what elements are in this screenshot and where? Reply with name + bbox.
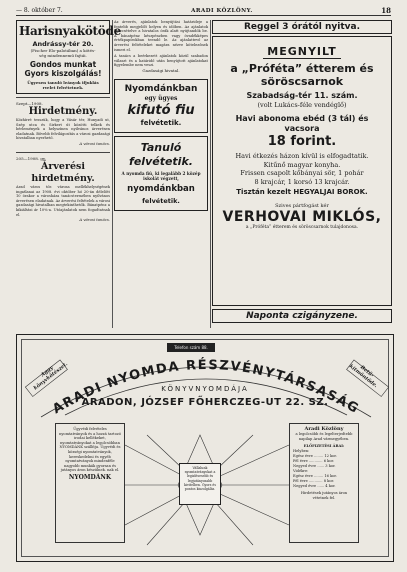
notice1-signature: A városi tanács. [79, 140, 110, 146]
open-hours-banner: Reggel 3 órától nyitva. [212, 20, 392, 34]
center-notice-text: Vállalunk nyomtatványokat a legizlésesebb és legjutányosabb kivitelben. Gyors és pontos kiszolgálás. [184, 466, 216, 492]
gypsy-music-banner: Naponta czigányzene. [212, 309, 392, 323]
price-line: Fél évre ............ 6 kor. [293, 459, 334, 463]
hosiery-title: Harisnyakötöde [19, 24, 121, 38]
notice2-number: 205—1908. gy. [16, 155, 46, 161]
hosiery-note2: rvelet felvétetnek. [42, 85, 84, 90]
restaurant-patron: Szives pártfogást kér [275, 203, 329, 209]
restaurant-monthly: Havi abonoma ebéd (3 tál) és vacsora [235, 114, 369, 133]
apprentice-ad [114, 136, 208, 211]
apprentice-ad-mid: nyomdánkban [127, 183, 195, 194]
restaurant-price: 18 forint. [267, 134, 337, 149]
price-line: Fél évre ............ 8 kor. [293, 479, 334, 483]
telephone-stamp: Telefon szám 88. [167, 343, 215, 352]
prices-title: ELŐFIZETÉSI ÁRAI: [303, 444, 345, 448]
price-line: Egész évre ........ 12 kor. [293, 454, 337, 458]
printing-subtitle: KÖNYVNYOMDÁJA [161, 385, 249, 393]
hosiery-note: Ügyesen tanuló leányok ifjuklás [27, 80, 99, 85]
subscription-box [289, 423, 359, 543]
notice1-title: Hirdetmény. [28, 106, 98, 117]
divider [16, 152, 110, 153]
column-2 [114, 20, 208, 330]
services-box [55, 423, 125, 543]
price-line: Negyed évre ...... 3 kor. [293, 464, 336, 468]
column-divider [112, 20, 113, 328]
restaurant-former: (volt Lukács-féle vendéglő) [257, 101, 347, 109]
newspaper-title: Aradi Közlöny [304, 426, 344, 432]
ads-note: Hirdetések jutányos áron vétetnek fel. [300, 491, 348, 500]
errand-ad-big: kifutó fiu [127, 102, 195, 118]
newspaper-sub: a legolcsóbb és legelterjedtebb napilap Arad vármegyében. [295, 432, 353, 441]
tender-text: Az árverés, ajánlatok benyújtási határideje a fentebb megjelölt helyen és időben. Az ajánlatok lepecsételve a hivatalos órák alatt nyújtandók be. A bánatpénz készpénzben vagy óvadékképes értékpapírokban teendő le. Az ajánlattevő az árverési feltételeket magára nézve kötelezőnek ismeri el. [114, 20, 208, 52]
restaurant-line3: Frissen csapolt kőbányai sör, 1 pohár [240, 169, 364, 177]
hosiery-fast: Gyors kiszolgálás! [24, 69, 102, 78]
restaurant-owner: VERHOVAI MIKLÓS, [222, 209, 382, 225]
restaurant-line5: Tisztán kezelt HEGYALJAI BOROK. [236, 188, 368, 196]
services-title: NYOMDÁNK [68, 473, 112, 481]
services-text: Ügyvédi felvételes nyomtatványok és a hozzá tartozó irodai kellékeket, nyomtatványokat a legolcsóbban NYOMDÁNK szállítja. Ügyvédi és községi nyomtatványok, kereskedelmi és egyéb nyomtatványok mindenféle nagyobb munkák gyorsan és jutányos áron készülnek. nak el. [59, 427, 121, 473]
restaurant-ad [212, 36, 392, 306]
tender-signature: Gazdasági hivatal. [142, 67, 180, 73]
restaurant-line4: 8 krajcár, 1 korsó 13 krajcár. [254, 177, 350, 186]
notice2-text: Arad város tőr. városa mellékhelységének ingatlanai az 1908. évi október hó 20-án délelőtt 10 órakor a városháza tanácstermében nyilvános árverésen eladatnak. Az árverési feltételek a városi gazdasági hivatalban megtekinthetők. Bánatpénz a kikiáltási ár 10%-a. Utóajánlatok nem fogadtatnak el. [16, 184, 110, 217]
errand-ad-foot: felvétetik. [140, 118, 182, 127]
price-line: Helyben: [293, 449, 310, 453]
printing-house-name: ARADI NYOMDA RÉSZVÉNYTÁRSASÁG [50, 357, 362, 418]
restaurant-address: Szabadság-tér 11. szám. [246, 91, 358, 100]
notice1-number: Szept—1908. [16, 101, 43, 106]
restaurant-owner-sub: a „Próféta” étterem és söröscsarnok tulajdonosa. [245, 225, 359, 230]
column-divider [210, 20, 211, 328]
notice1-text: Közhírré tesszük, hogy a Vásár tér, Hunyadi ut, Szép utca és Sirkert út közötti telkek és bérlemények a helyszínen nyilvános árverésen eladatnak. Bővebb felvilágosítás a városi gazdasági hivatalban nyerhető. [16, 118, 110, 141]
column-1 [16, 20, 121, 330]
header-date: — 8. október 7. [16, 7, 63, 14]
notice2-title: Árverési hirdetmény. [31, 160, 95, 184]
errand-ad-sub: egy ügyes [144, 94, 178, 102]
header-page-number: 18 [381, 6, 391, 15]
hosiery-ad [16, 20, 121, 94]
tender-text-2: A tanács a beérkezett ajánlatok közül szabadon választ és a határidő után benyújtott ajánlatokat figyelembe nem veszi. [114, 54, 208, 68]
errand-boy-ad [114, 79, 208, 133]
typefoundry-label: Betű-kitmöntöde. [347, 363, 379, 390]
hosiery-call: Gondos munkat [29, 60, 97, 69]
price-line: Negyed évre ...... 4 kor. [293, 484, 336, 488]
page-header [16, 6, 391, 16]
restaurant-name: a „Próféta” étterem és söröscsarnok [230, 62, 374, 88]
errand-ad-title: Nyomdánkban [124, 83, 198, 94]
notice2-signature: A városi tanács. [79, 217, 110, 223]
hosiery-line2: ség mindennemű fajtái. [39, 53, 87, 58]
apprentice-ad-text: A nyomda fiú, ki legalább 2 közép iskolát végzett, [121, 170, 201, 182]
apprentice-ad-title: Tanuló felvétetik. [129, 140, 193, 168]
bookbinding-label: Aggy könyvkötészet. [32, 361, 70, 392]
hosiery-address: Andrássy-tér 20. [32, 40, 94, 48]
restaurant-line2: Kitűnő magyar konyha. [263, 160, 341, 169]
printing-address: ARADON, JÓZSEF FŐHERCZEG-UT 22. SZ. [81, 397, 329, 408]
apprentice-ad-foot: felvétetik. [142, 196, 180, 205]
restaurant-line1: Havi étkezés házon kívül is elfogadtatik. [235, 152, 369, 160]
price-line: Egész évre ........ 16 kor. [293, 474, 337, 478]
restaurant-opened: MEGNYILT [263, 45, 340, 59]
header-title: ARADI KÖZLÖNY. [191, 7, 253, 14]
divider [16, 97, 110, 98]
center-notice [179, 463, 221, 505]
printing-house-ad [16, 334, 394, 562]
price-line: Vidékre: [293, 469, 309, 473]
hosiery-line1: (Fischer Elo-palotában) a kötés- [30, 48, 96, 53]
column-3 [212, 20, 392, 330]
